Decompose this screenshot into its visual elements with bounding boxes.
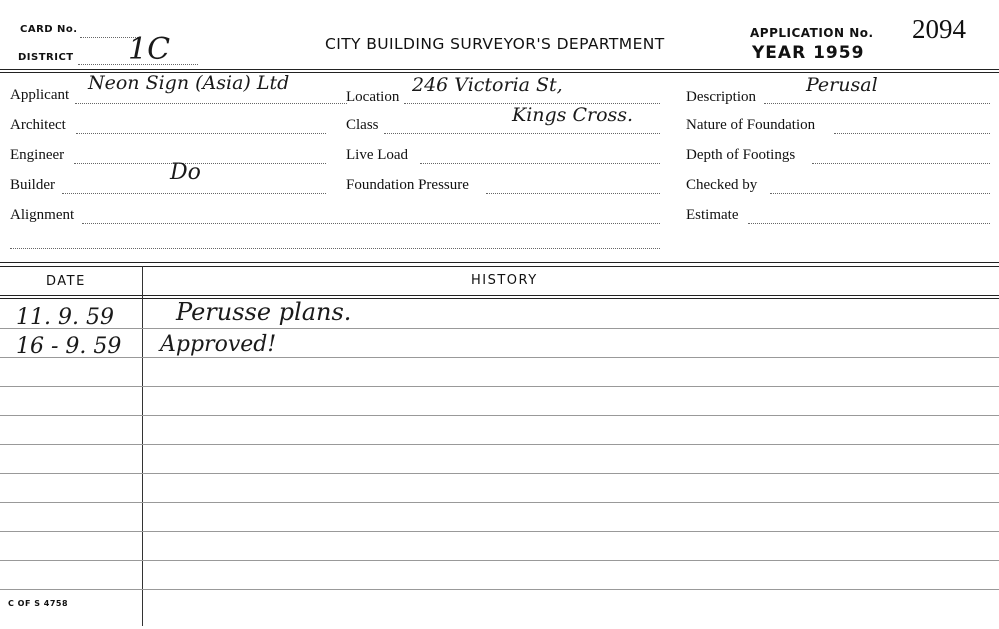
architect-label: Architect xyxy=(10,117,66,133)
nature-of-foundation-label: Nature of Foundation xyxy=(686,117,816,133)
application-no-label: APPLICATION No. xyxy=(750,26,874,40)
class-line xyxy=(384,133,660,134)
date-header: DATE xyxy=(46,274,86,289)
card-no-label: CARD No. xyxy=(20,24,78,35)
location-value-line2: Kings Cross. xyxy=(512,104,634,126)
alignment-line-2 xyxy=(10,248,660,249)
history-rule-top xyxy=(0,262,999,263)
history-header: HISTORY xyxy=(471,273,538,288)
applicant-line xyxy=(75,103,347,104)
applicant-value: Neon Sign (Asia) Ltd xyxy=(88,72,290,94)
estimate-label: Estimate xyxy=(686,207,739,223)
ruled-line xyxy=(0,415,999,416)
history-date-2: 16 - 9. 59 xyxy=(16,334,122,359)
depth-line xyxy=(812,163,990,164)
description-label: Description xyxy=(686,89,756,105)
ruled-line xyxy=(0,473,999,474)
ruled-line xyxy=(0,357,999,358)
year-label: YEAR 1959 xyxy=(752,43,865,63)
foundation-pressure-label: Foundation Pressure xyxy=(346,177,469,193)
form-code: C OF S 4758 xyxy=(8,599,69,608)
live-load-line xyxy=(420,163,660,164)
date-column-divider xyxy=(142,266,143,626)
live-load-label: Live Load xyxy=(346,147,409,163)
builder-label: Builder xyxy=(10,177,55,193)
description-line xyxy=(764,103,990,104)
location-label: Location xyxy=(346,89,400,105)
depth-of-footings-label: Depth of Footings xyxy=(686,147,796,163)
history-date-1: 11. 9. 59 xyxy=(16,305,114,330)
history-rule-second xyxy=(0,266,999,267)
ruled-line xyxy=(0,560,999,561)
engineer-label: Engineer xyxy=(10,147,65,163)
ruled-line xyxy=(0,444,999,445)
checked-by-line xyxy=(770,193,990,194)
nature-line xyxy=(834,133,990,134)
builder-line xyxy=(62,193,326,194)
applicant-label: Applicant xyxy=(10,87,70,103)
checked-by-label: Checked by xyxy=(686,177,758,193)
class-label: Class xyxy=(346,117,379,133)
architect-line xyxy=(76,133,326,134)
builder-value: Do xyxy=(170,160,201,185)
history-entry-1: Perusse plans. xyxy=(176,298,352,326)
application-no-value: 2094 xyxy=(912,14,966,44)
ruled-line xyxy=(0,531,999,532)
ruled-line xyxy=(0,502,999,503)
ruled-line xyxy=(0,328,999,329)
district-value: 1C xyxy=(128,32,171,67)
alignment-label: Alignment xyxy=(10,207,75,223)
alignment-line xyxy=(82,223,660,224)
history-entry-2: Approved! xyxy=(160,332,277,357)
ruled-line xyxy=(0,386,999,387)
foundation-pressure-line xyxy=(486,193,660,194)
ruled-line xyxy=(0,589,999,590)
location-value-line1: 246 Victoria St, xyxy=(412,74,563,96)
department-title: CITY BUILDING SURVEYOR'S DEPARTMENT xyxy=(325,35,665,53)
district-label: DISTRICT xyxy=(18,52,74,63)
description-value: Perusal xyxy=(806,74,878,96)
history-header-rule xyxy=(0,295,999,296)
estimate-line xyxy=(748,223,990,224)
history-header-rule-2 xyxy=(0,298,999,299)
header-rule-top xyxy=(0,69,999,70)
